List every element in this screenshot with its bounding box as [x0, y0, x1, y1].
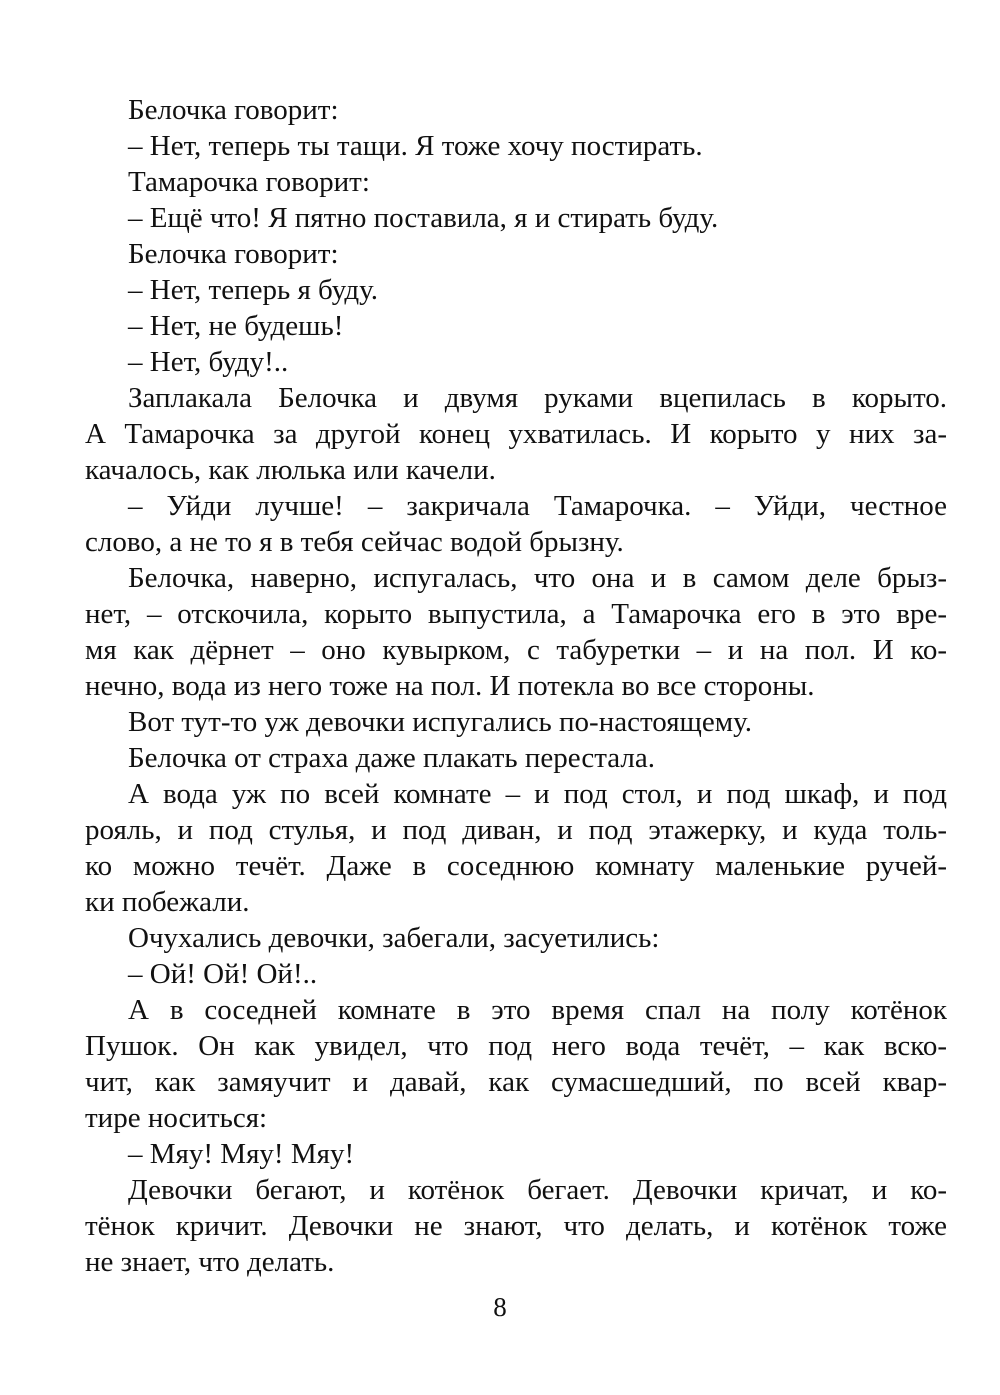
text-line: Пушок. Он как увидел, что под него вода течёт, – как вско- [85, 1030, 947, 1062]
text-line: А вода уж по всей комнате – и под стол, и под шкаф, и под [128, 778, 947, 810]
text-line: Тамарочка говорит: [128, 166, 370, 198]
text-line: Белочка от страха даже плакать перестала. [128, 742, 655, 774]
text-line: не знает, что делать. [85, 1246, 335, 1278]
text-line: – Нет, буду!.. [128, 346, 289, 378]
text-line: – Ещё что! Я пятно поставила, я и стирать буду. [128, 202, 719, 234]
text-line: Белочка, наверно, испугалась, что она и в самом деле брыз- [128, 562, 947, 594]
text-line: – Нет, теперь ты тащи. Я тоже хочу постирать. [128, 130, 703, 162]
text-line: слово, а не то я в тебя сейчас водой брызну. [85, 526, 624, 558]
text-line: Белочка говорит: [128, 94, 339, 126]
text-line: Заплакала Белочка и двумя руками вцепилась в корыто. [128, 382, 947, 414]
text-line: рояль, и под стулья, и под диван, и под этажерку, и куда толь- [85, 814, 947, 846]
text-line: нечно, вода из него тоже на пол. И потекла во все стороны. [85, 670, 815, 702]
text-line: – Нет, теперь я буду. [128, 274, 378, 306]
text-line: Девочки бегают, и котёнок бегает. Девочки кричат, и ко- [128, 1174, 947, 1206]
text-line: – Нет, не будешь! [128, 310, 344, 342]
text-line: – Мяу! Мяу! Мяу! [128, 1138, 355, 1170]
text-line: Вот тут-то уж девочки испугались по-настоящему. [128, 706, 752, 738]
text-line: ки побежали. [85, 886, 250, 918]
text-line: чит, как замяучит и давай, как сумасшедший, по всей квар- [85, 1066, 947, 1098]
text-line: мя как дёрнет – оно кувырком, с табуретки – и на пол. И ко- [85, 634, 947, 666]
text-line: нет, – отскочила, корыто выпустила, а Тамарочка его в это вре- [85, 598, 947, 630]
text-line: А Тамарочка за другой конец ухватилась. И корыто у них за- [85, 418, 947, 450]
text-line: Белочка говорит: [128, 238, 339, 270]
text-line: качалось, как люлька или качели. [85, 454, 496, 486]
text-line: – Ой! Ой! Ой!.. [128, 958, 318, 990]
text-line: тире носиться: [85, 1102, 268, 1134]
text-line: – Уйди лучше! – закричала Тамарочка. – Уйди, честное [128, 490, 947, 522]
text-line: А в соседней комнате в это время спал на полу котёнок [128, 994, 947, 1026]
text-line: ко можно течёт. Даже в соседнюю комнату маленькие ручей- [85, 850, 947, 882]
story-text [85, 92, 947, 1280]
page-number: 8 [493, 1292, 507, 1322]
text-line: Очухались девочки, забегали, засуетились: [128, 922, 660, 954]
text-line: тёнок кричит. Девочки не знают, что делать, и котёнок тоже [85, 1210, 947, 1242]
